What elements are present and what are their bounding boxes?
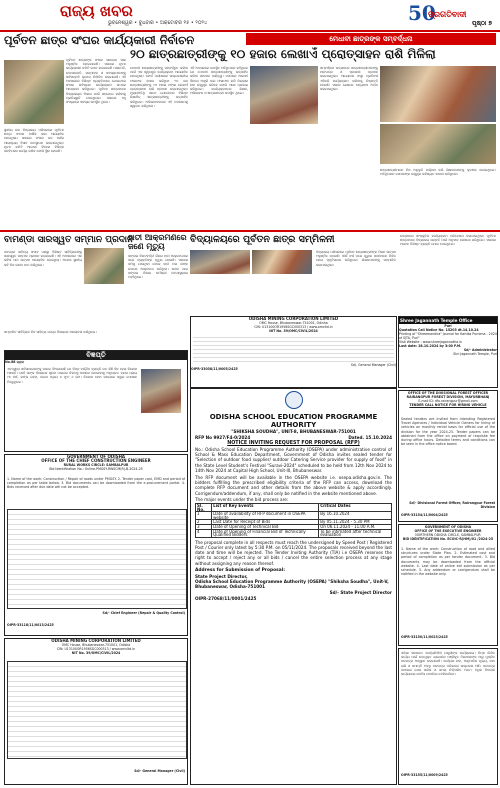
osepa-notice: NOTICE INVITING REQUEST FOR PROPOSAL (RFP): [227, 441, 360, 446]
page-number: ପୃଷ୍ଠା ୭: [472, 20, 493, 27]
divider: [0, 230, 500, 232]
osepa-org: ODISHA SCHOOL EDUCATION PROGRAMME AUTHORITY: [209, 413, 378, 429]
rwss-note: Bid Identification No.: Online-PMGSY-RWSCM(R)-B-2024-25: [49, 467, 143, 471]
table-cell: Date of Opening of Financial Bid of Technically Qualified Bidders: [212, 529, 319, 537]
osepa-events-table: [195, 503, 392, 538]
ad-sign: Sd/- General Manager (Civil): [350, 363, 396, 367]
table-cell: Date of availability of RFP document in OSEPA website: [212, 512, 319, 520]
temple-ad: [398, 316, 498, 388]
osepa-emblem: [191, 391, 396, 413]
story-text: ପୂର୍ବତନ ଛାତ୍ରଙ୍କ ସଂଘର ସାଧାରଣ ସଭା ଅନୁଷ୍ଠିତ ହୋଇଯାଇଛି। ସଭାରେ ନୂତନ କାର୍ଯ୍ୟକାରୀ କମିଟି ଗଠନ କରାଯାଇଛି। ସଭାପତି, ଉପସଭାପତି, ସମ୍ପାଦକ ଓ ସଦସ୍ୟମାନଙ୍କୁ ସର୍ବସମ୍ମତି କ୍ରମେ ନିର୍ବାଚିତ କରାଯାଇଛି। ଏହି ଅବସରରେ ବିଶିଷ୍ଟ ବ୍ୟକ୍ତିମାନେ ଯୋଗଦେଇ ସଂଘର ଭବିଷ୍ୟତ କାର୍ଯ୍ୟକ୍ରମ ଉପରେ ଆଲୋଚନା କରିଥିଲେ। ପୂର୍ବତନ ଛାତ୍ରମାନେ ବିଦ୍ୟାଳୟର ବିକାଶ ପାଇଁ ସହଯୋଗ କରିବାକୁ ପ୍ରତିଶ୍ରୁତି ଦେଇଥିଲେ। ସଭାରେ ବହୁ ସଂଖ୍ୟାରେ ସଦସ୍ୟ ଉପସ୍ଥିତ ଥିଲେ।: [66, 58, 126, 105]
rwss-footer: OIPR-33118/11/0013/2425: [7, 623, 54, 627]
omc-bottom-nit: NIT No. 39/OMC/CIVIL/2024: [71, 651, 121, 655]
omc-bottom-cin: CIN: U13100OR1956SGC000313 / www.omcltd.in: [56, 647, 136, 651]
story-text: ଛାତ୍ରଛାତ୍ରୀମାନେ ନିଜ ଅନୁଭୂତି ବର୍ଣ୍ଣନା କରି ଶିକ୍ଷକମାନଙ୍କୁ କୃତଜ୍ଞତା ଜଣାଇଥିଲେ। ଅତିଥିମାନେ ସେମାନଙ୍କ ଉଜ୍ଜ୍ୱଳ ଭବିଷ୍ୟତ କାମନା କରିଥିଲେ।: [380, 168, 496, 177]
table-cell: By 16.10.2024: [319, 512, 392, 520]
table-cell: To be intimated after technical evaluation: [319, 529, 392, 537]
osepa-address-line1: State Project Director,: [195, 573, 248, 579]
mid-right-headline: ବିଦ୍ୟାଳୟରେ ପୂର୍ବତନ ଛାତ୍ର ସମ୍ମିଳନୀ: [190, 234, 335, 245]
group-photo: [380, 124, 496, 164]
gov-title: GOVERNMENT OF ODISHA: [424, 525, 472, 529]
kicker-bar: [246, 33, 496, 45]
temple-place: Puri: [444, 324, 452, 328]
tender-table: [193, 334, 394, 362]
osepa-para4: The proposal complete in all respects must reach the undersigned by Speed Post / Registered Post / Courier only latest by 5:30 P.M. on 05/11/2024. The proposals received beyond the last date and time will be rejected. The Tender Inviting Authority (TIA) i.e OSEPA reserves the right to accept / reject any or all bids / cancel the entire selection process at any stage without assigning any reason thereof.: [195, 539, 392, 566]
story-text: ବାମଣ୍ଡା ସାହିତ୍ୟ ସଂସଦ ପକ୍ଷରୁ ବିଶିଷ୍ଟ ସାହିତ୍ୟିକଙ୍କୁ ସାରସ୍ୱତ ସମ୍ମାନ ପ୍ରଦାନ କରାଯାଇଛି। ଏହି ଅବସରରେ ଏକ କବିତା ପାଠ ଉତ୍ସବ ଆୟୋଜିତ ହୋଇଥିଲା। ଅନେକ ସ୍ଥାନୀୟ କବି ନିଜ ରଚନା ପାଠ କରିଥିଲେ।: [4, 250, 82, 267]
rwss-gov: GOVERNMENT OF ODISHA: [66, 454, 126, 459]
temple-website: Visit Website : www.shreejagannatha.in: [399, 340, 462, 344]
story-photo: [4, 60, 64, 124]
omc-bottom-address: OMC House, Bhubaneswar-751001, Odisha: [61, 643, 131, 647]
story-text: ସ୍ଥାନୀୟ ଉଚ୍ଚ ବିଦ୍ୟାଳୟ ପରିସରରେ ପୂର୍ବତନ ଛାତ୍ର ସଂଘର ବାର୍ଷିକ ସଭା ଆୟୋଜିତ ହୋଇଥିଲା। ସଭାରେ ସଂଘର ଗତ ବର୍ଷର ଆୟବ୍ୟୟ ହିସାବ ଉପସ୍ଥାପନ କରାଯାଇଥିଲା। ନୂତନ କମିଟି ଆଗାମୀ ଦିନରେ ବିଭିନ୍ନ ଜନହିତକର କାର୍ଯ୍ୟ କରିବ ବୋଲି ସ୍ଥିର ହୋଇଛି।: [4, 128, 64, 154]
masthead: [0, 0, 500, 32]
mid-left-headline: ବାମଣ୍ଡା ସାରସ୍ୱତ ସମ୍ମାନ ପ୍ରଦାନ: [4, 235, 134, 245]
paper-name: ପ୍ରଗତିବାଦୀ: [428, 10, 467, 19]
omc-bottom-ad: [4, 638, 188, 785]
ad-nit: NIT No. 39/OMC/CIVIL/2024: [269, 329, 318, 333]
odia-notice-text: ଓଡ଼ିଶା ସରକାର। କାର୍ଯ୍ୟନିର୍ବାହୀ ଯନ୍ତ୍ରୀଙ୍କ କାର୍ଯ୍ୟାଳୟ। ନିମ୍ନ ଲିଖିତ କାର୍ଯ୍ୟ ପାଇଁ ଉପଯୁକ୍ତ ଶ୍ରେଣୀର ପଞ୍ଜିକୃତ ଠିକାଦାରଙ୍କ ଠାରୁ ମୁଦ୍ରିତ ଦରପତ୍ର ଆହ୍ୱାନ କରାଯାଉଛି। କାର୍ଯ୍ୟର ନାମ, ଆନୁମାନିକ ମୂଲ୍ୟ, ଜମା ରାଶି ଓ ସମାପ୍ତି ଅବଧି ଦରପତ୍ର ଦଲିଲରେ ଉଲ୍ଲେଖ ଅଛି। ଦରପତ୍ର ଦାଖଲର ଶେଷ ତାରିଖ ଓ ସମୟ ନିର୍ଦ୍ଧାରିତ ଅଟେ। ଅଧିକ ବିବରଣୀ କାର୍ଯ୍ୟାଳୟ ନୋଟିସ ବୋର୍ଡରେ ଦେଖିପାରିବେ।: [401, 651, 495, 677]
table-cell: By 05.11.2024 - 5.30 PM: [319, 520, 392, 525]
odia-notice-ad: [398, 648, 498, 785]
story-text: ସମ୍ମାନିତ ସାହିତ୍ୟିକ ନିଜ ସାହିତ୍ୟ ଯାତ୍ରା ବିଷୟରେ ଆଲୋଚନା କରିଥିଲେ।: [4, 330, 97, 334]
table-cell: 3: [196, 525, 212, 530]
notice-title: ବିଜ୍ଞପ୍ତି: [5, 351, 187, 360]
temple-sign2: Shri Jagannath Temple, Puri: [453, 352, 497, 356]
omc-tender-ad: [190, 316, 397, 388]
table-cell: 1: [196, 512, 212, 520]
osepa-address-line2: Odisha School Education Programme Authority (OSEPA) "Shiksha Soudha", Unit-V, Bhubaneswar, Odisha-751001: [195, 578, 389, 589]
gov-circle: NORTHERN ODISHA CIRCLE, SAMBALPUR: [415, 533, 481, 537]
notice-text: ଏତଦ୍ୱାରା ସର୍ବସାଧାରଣଙ୍କୁ ଜଣାଇ ଦିଆଯାଉଛି ଯେ ନିମ୍ନ ବର୍ଣ୍ଣିତ ବ୍ୟକ୍ତି ଗତ କିଛି ଦିନ ହେଲା ନିଖୋଜ ଅଛନ୍ତି। କେହି ତାଙ୍କ ବିଷୟରେ ସୂଚନା ପାଇଲେ ନିକଟସ୍ଥ ଥାନାରେ ଜଣାଇବାକୁ ଅନୁରୋଧ। ବୟସ ପ୍ରାୟ ୧୫ ବର୍ଷ, ରଙ୍ଗ ଗହମ, ଉଚ୍ଚତା ପ୍ରାୟ ୪ ଫୁଟ ୬ ଇଞ୍ଚ। ନିଖୋଜ ହେବା ସମୟରେ ସ୍କୁଲ ପୋଷାକ ପିନ୍ଧିଥିଲେ।: [7, 367, 137, 384]
rwss-sign: Sd/- Chief Engineer (Repair & Quality Control): [102, 611, 185, 615]
story-photo: [252, 250, 312, 274]
section-title: ରାଜ୍ୟ ଖବର: [60, 2, 133, 20]
story-photo: [84, 248, 124, 284]
osepa-dated: Dated. 15.10.2024: [348, 435, 392, 440]
forest-email: E-mail ID: dfo.rairangpur@gmail.com: [418, 399, 478, 403]
table-header: Critical Dates: [319, 504, 392, 512]
table-cell: 4: [196, 529, 212, 537]
gov-bid: BID IDENTIFICATION No. ECOIC-R(HM)/01 /2024-25: [402, 537, 494, 541]
ad-org: ODISHA MINING CORPORATION LIMITED: [248, 316, 339, 321]
gov-tender-ad: [398, 524, 498, 646]
osepa-rfp-no: RFP No 9927/F4-0/2024: [195, 435, 251, 440]
forest-tender-ad: [398, 390, 498, 522]
anniversary-logo: 50: [408, 1, 436, 25]
osepa-address-label: Address for Submission of Proposal:: [195, 567, 285, 573]
forest-footer: OIPR-33154/11/0004/2425: [401, 513, 448, 517]
story-text: ଏହି ଅବସରରେ ଉପସ୍ଥିତ ଅତିଥିମାନେ କହିଥିଲେ ଯେ ମେଧାବୀ ଛାତ୍ରଛାତ୍ରୀଙ୍କୁ ଉତ୍ସାହିତ କରିବା ସମାଜର ଦାୟିତ୍ୱ। ସେମାନେ ଆଗାମୀ ଦିନରେ ଆହୁରି ଭଲ ଫଳାଫଳ କରି ଜିଲ୍ଲାର ନାମ ଉଜ୍ଜ୍ୱଳ କରିବେ ବୋଲି ଆଶା ପ୍ରକାଶ କରିଥିଲେ। କାର୍ଯ୍ୟକ୍ରମରେ ଶିକ୍ଷକ, ଅଭିଭାବକ ଓ ଛାତ୍ରଛାତ୍ରୀ ଉପସ୍ଥିତ ଥିଲେ।: [190, 66, 248, 96]
gov-footer: OIPR-33150/11/0023/2425: [401, 635, 448, 639]
notice-ad: [4, 350, 188, 452]
osepa-body: No.: Odisha School Education Programme Authority (OSEPA) under administrative control of School & Mass Education Department, Government of Odisha invites sealed tender for "Selection of outdoor food supplier/ outdoor Catering Service provider for supply of food" in the State Level Student's Festival "Suravi-2024" scheduled to be held from 12th Nov 2024 to 14th Nov 2024 at Capital High School, Unit-III, Bhubaneswar.: [195, 447, 392, 473]
table-cell: On 06.11.2024 - 11.00 A.M.: [319, 525, 392, 530]
temple-quotation: Quotation Call Notice No. 15203 dt.14.10.24: [399, 328, 479, 332]
story-text: ବିଦ୍ୟାଳୟ ପରିସରରେ ପୂର୍ବତନ ଛାତ୍ରଛାତ୍ରୀଙ୍କ ମିଳନ ଉତ୍ସବ ଅନୁଷ୍ଠିତ ହୋଇଛି। ଦୀର୍ଘ ବର୍ଷ ପରେ ପୁରୁଣା ସାଥୀମାନେ ମିଳିତ ହୋଇ ସ୍ମୃତିଚାରଣ କରିଥିଲେ। ଶିକ୍ଷକମାନଙ୍କୁ ସମ୍ମାନିତ କରାଯାଇଥିଲା।: [316, 250, 396, 267]
osepa-sign: Sd/- State Project Director: [329, 589, 392, 595]
story-text: ଉତ୍ସବରେ ସାଂସ୍କୃତିକ କାର୍ଯ୍ୟକ୍ରମ ପରିବେଷଣ କରାଯାଇଥିଲା। ପୂର୍ବତନ ଛାତ୍ରମାନେ ବିଦ୍ୟାଳୟ ଉନ୍ନତି ପାଇଁ ଅନୁଦାନ ଘୋଷଣା କରିଥିଲେ। ସଭାରେ ଅନେକ ବିଶିଷ୍ଟ ବ୍ୟକ୍ତି ଯୋଗ ଦେଇଥିଲେ।: [400, 234, 496, 247]
table-cell: Last Date for Receipt of Bids: [212, 520, 319, 525]
temple-printing: Printing of "Shreemandira" Journal for Kartika Purnima - 2024 of SJTA, Puri": [399, 332, 497, 340]
ad-cin: CIN: U13100OR1956SGC000313 / www.omcltd.in: [254, 325, 333, 329]
story-text: ମେଧାବୀ ଛାତ୍ରଛାତ୍ରୀଙ୍କୁ ସମ୍ବର୍ଦ୍ଧିତ କରିବା ପାଇଁ ଏକ ସ୍ୱତନ୍ତ୍ର କାର୍ଯ୍ୟକ୍ରମ ଆୟୋଜିତ ହୋଇଥିଲା। ବୋର୍ଡ ପରୀକ୍ଷାରେ ଉଲ୍ଲେଖନୀୟ ଫଳାଫଳ ହାସଲ କରିଥିବା ୨୦ ଜଣ ଛାତ୍ରଛାତ୍ରୀଙ୍କୁ ୧୦ ହଜାର ଟଙ୍କା ଲେଖାଏଁ ପ୍ରୋତ୍ସାହନ ରାଶି ପ୍ରଦାନ କରାଯାଇଥିଲା। ମୁଖ୍ୟଅତିଥି ଭାବେ ଯୋଗଦେଇ ବିଶିଷ୍ଟ ଶିକ୍ଷାବିତ୍ ଛାତ୍ରଛାତ୍ରୀଙ୍କୁ ଉତ୍ସାହିତ କରିଥିଲେ। ଅଭିଭାବକମାନେ ଏହି ପଦକ୍ଷେପକୁ ସ୍ୱାଗତ କରିଥିଲେ।: [130, 66, 188, 108]
osepa-para2: The RFP document will be available in the OSEPA website i.e. osepa.odisha.gov.in. The bidders fulfilling the prescribed eligibility criteria of the RFP can access, download the complete RFP document and other details from the above website & apply accordingly. Corrigendum/addendum, if any, shall only be notified in the website mentioned above.: [195, 475, 392, 496]
forest-tender: TENDER CALL NOTICE FOR HIRING VEHICLE: [409, 403, 487, 407]
osepa-para3: The major events under the bid process are:: [195, 496, 289, 502]
rwss-text: 1. Name of the work: Construction / Repair of roads under PMGSY. 2. Tender paper cost, EMD and period of completion as per table below. 3. Bid documents can be downloaded from the e-procurement portal. 4. Bids received after due date will not be accepted.: [7, 477, 185, 490]
dateline: ଭୁବନେଶ୍ୱର • ବୁଧବାର • ଅକ୍ଟୋବର ୧୫ • ୨୦୨୪: [108, 20, 208, 26]
lead-left-headline: ପୂର୍ବତନ ଛାତ୍ର ସଂଘର କାର୍ଯ୍ୟକାରୀ ନିର୍ବାଚନ: [4, 33, 195, 47]
forest-sign: Sd/- Divisional Forest Officer, Rairangpur Forest Division: [409, 501, 495, 509]
temple-last-date: Last date: 28.10.2024 by 3:00 P.M.: [399, 344, 462, 348]
odia-notice-footer: OIPR-33155/11/0009/2425: [401, 773, 448, 777]
rwss-tender-ad: [4, 454, 188, 636]
ad-footer: OIPR-33038/11/0005/2425: [191, 367, 238, 371]
kicker: ମେଧାବୀ ଛାତ୍ରଙ୍କ ସମ୍ବର୍ଦ୍ଧନା: [329, 35, 413, 43]
osepa-rfp-ad: [190, 388, 397, 785]
table-cell: 2: [196, 520, 212, 525]
forest-office: OFFICE OF THE DIVISIONAL FOREST OFFICER: [407, 391, 489, 395]
osepa-address: "SHIKSHA SOUDHA", UNIT-8, BHUBANESWAR-751001: [231, 429, 356, 434]
lead-right-headline: ୨୦ ଛାତ୍ରଛାତ୍ରୀଙ୍କୁ ୧୦ ହଜାର ଲେଖାଏଁ ପ୍ରୋତ୍ସାହନ ରାଶି ମିଳିଲା: [130, 47, 436, 61]
table-cell: Date of Opening of Technical Bid: [212, 525, 319, 530]
omc-bottom-table: [7, 661, 187, 759]
story-text: ଜଙ୍ଗଲ ନିକଟବର୍ତ୍ତୀ ଗାଁରେ ହାତୀ ଆକ୍ରମଣରେ ଜଣେ ବ୍ୟକ୍ତିଙ୍କ ମୃତ୍ୟୁ ହୋଇଛି। ସକାଳେ ଜମିକୁ ଯାଉଥିବା ବେଳେ ହାତୀ ପଲ ତାଙ୍କ ଉପରେ ଆକ୍ରମଣ କରିଥିଲା। ଖବର ପାଇ ଜଙ୍ଗଲ ବିଭାଗ କର୍ମଚାରୀ ଘଟଣାସ୍ଥଳରେ ପହଞ୍ଚିଥିଲେ।: [128, 254, 188, 280]
table-header: List of Key Events: [212, 504, 319, 512]
rwss-office: OFFICE OF THE CHIEF CONSTRUCTION ENGINEER: [41, 458, 151, 463]
table-row: [196, 529, 392, 537]
omc-bottom-org: ODISHA MINING CORPORATION LIMITED: [51, 638, 141, 643]
missing-person-photo: [141, 369, 181, 413]
story-photo: [190, 250, 250, 274]
table-header: Sl. No.: [196, 504, 212, 512]
rwss-table: [7, 509, 187, 609]
mid-center-headline: ହାତୀ ଆକ୍ରମଣରେ ଜଣେ ମୃତ୍ୟୁ: [128, 233, 187, 251]
gov-text: 1. Name of the work: Construction of road and allied structures under State Plan. 2. Estimated cost and period of completion as per tender document. 3. Bid documents may be downloaded from the official website. 4. Last date of online bid submission as per schedule. 5. Any addendum or corrigendum shall be notified in the website only.: [401, 547, 495, 577]
temple-sign: Sd/- Administrator: [463, 348, 497, 352]
omc-bottom-sign: Sd/- General Manager (Civil): [134, 769, 185, 773]
group-photo: [380, 66, 496, 122]
gov-office: OFFICE OF THE EXECUTIVE ENGINEER: [414, 529, 482, 533]
forest-division: RAIRANGPUR FOREST DIVISION, MAYURBHANJ: [406, 395, 490, 399]
osepa-footer: OIPR-27068/11/0001/2425: [195, 595, 257, 601]
story-text: ସମ୍ବର୍ଦ୍ଧନା ଉତ୍ସବରେ ଛାତ୍ରଛାତ୍ରୀମାନଙ୍କୁ ମାନପତ୍ର ଓ ସ୍ମାରକୀ ପ୍ରଦାନ କରାଯାଇଥିଲା। ଆୟୋଜକ ସଂସ୍ଥା ପ୍ରତିବର୍ଷ ଏହିଭଳି କାର୍ଯ୍ୟକ୍ରମ କରିବାକୁ ନିଷ୍ପତ୍ତି ନେଇଛି। ସଭାର ଶେଷରେ ଧନ୍ୟବାଦ ଅର୍ପଣ କରାଯାଇଥିଲା।: [320, 66, 378, 92]
ad-address: OMC House, Bhubaneswar-751001, Odisha: [259, 321, 328, 325]
story-photo: [250, 66, 318, 124]
forest-text: Sealed tenders are invited from intending Registered Travel Agencies / Individual Vehicle Owners for hiring of vehicles on monthly rental basis for official use of the division for the year 2024-25. Tender papers can be obtained from the office on payment of requisite fee during office hours. Detailed terms and conditions can be seen in the office notice board.: [401, 417, 495, 447]
rwss-dept: RURAL WORKS CIRCLE: SAMBALPUR: [63, 463, 129, 467]
notice-number: No.88 ଗ୍ରାମ: [5, 360, 24, 364]
temple-title: Shree Jagannath Temple Office: [399, 317, 497, 324]
